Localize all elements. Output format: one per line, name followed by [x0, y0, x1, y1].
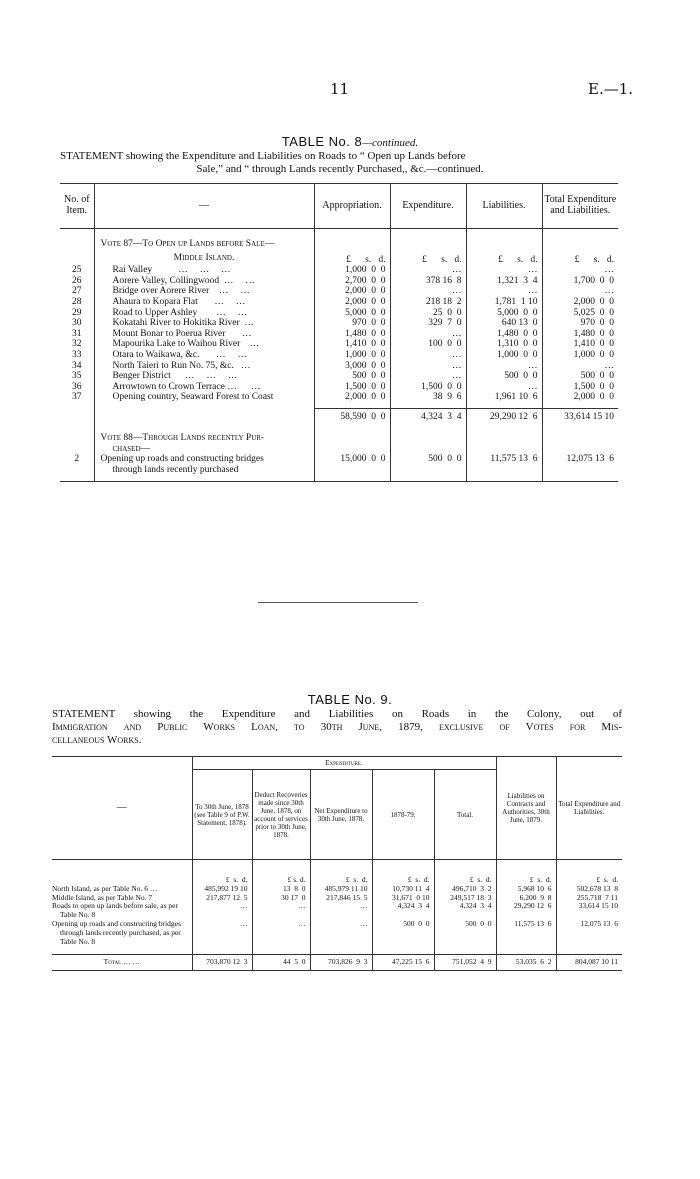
table8-header-row — [60, 184, 618, 229]
table8-item-row — [60, 318, 618, 329]
total-value: 2,000 0 0 — [542, 392, 618, 403]
table9-statement-line2: Immigration and Public Works Loan, to 30th June, 1879, exclusive of Votes for Mis- — [52, 721, 622, 733]
t9-row-value: 33,614 15 10 — [556, 902, 622, 920]
table8-subtotal-values — [60, 409, 618, 423]
t9-row-value: 5,968 10 6 — [496, 885, 556, 894]
expenditure-value: 100 0 0 — [390, 339, 466, 350]
t9-row-value: … — [252, 902, 310, 920]
t9-row-value: … — [192, 920, 252, 946]
t9-total-value: 703,826 9 3 — [310, 955, 372, 971]
t9-row-value: … — [310, 920, 372, 946]
expenditure-value: … — [390, 329, 466, 340]
t9-col-1878-79-header: 1878-79. — [372, 770, 434, 860]
item-description: Kokatahi River to Hokitika River … — [94, 318, 314, 329]
expenditure-value: 500 0 0 — [390, 454, 466, 465]
liabilities-value: 5,000 0 0 — [466, 308, 542, 319]
subtotal-appropriation: 58,590 0 0 — [314, 409, 390, 423]
expenditure-value: 218 18 2 — [390, 297, 466, 308]
t9-row-value: 249,517 18 3 — [434, 894, 496, 903]
t9-currency-header: £ s. d. — [372, 876, 434, 885]
item-description: Bridge over Aorere River … … — [94, 286, 314, 297]
col-desc-header: — — [94, 184, 314, 229]
item-description: Benger District … … … — [94, 371, 314, 382]
vote88-heading-row — [60, 433, 618, 444]
col-total-header: Total Expenditure and Liabilities. — [542, 184, 618, 229]
table8-item-row — [60, 329, 618, 340]
section-divider — [258, 602, 418, 603]
t9-total-value: 53,035 6 2 — [496, 955, 556, 971]
vote87-heading: Vote 87—To Open up Lands before Sale— — [94, 239, 314, 250]
liabilities-value: … — [466, 361, 542, 372]
table9-row — [52, 902, 622, 920]
document-reference: E.—1. — [588, 80, 634, 98]
t9-currency-header: £ s. d. — [252, 876, 310, 885]
t9-col-recoveries-header: Deduct Recoveries made since 30th June, 1878, on account of services prior to 30th June, 1878. — [252, 770, 310, 860]
col-appropriation-header: Appropriation. — [314, 184, 390, 229]
subtotal-liabilities: 29,290 12 6 — [466, 409, 542, 423]
appropriation-value: 2,700 0 0 — [314, 276, 390, 287]
t9-row-value: 4,324 3 4 — [434, 902, 496, 920]
table8-item-row — [60, 276, 618, 287]
t9-total-value: 751,052 4 9 — [434, 955, 496, 971]
appropriation-value: 1,410 0 0 — [314, 339, 390, 350]
liabilities-value: … — [466, 265, 542, 276]
t9-col-to-1878-header: To 30th June, 1878 (see Table 9 of P.W. Statement, 1878). — [192, 770, 252, 860]
item-description: Aorere Valley, Collingwood … … — [94, 276, 314, 287]
t9-row-value: 13 8 0 — [252, 885, 310, 894]
appropriation-value: 2,000 0 0 — [314, 286, 390, 297]
t9-row-value: 502,678 13 8 — [556, 885, 622, 894]
item-description: Rai Valley … … … — [94, 265, 314, 276]
item-number: 2 — [74, 454, 80, 465]
table9-statement-line3: cellaneous Works. — [52, 734, 142, 746]
t9-row-value: 496,710 3 2 — [434, 885, 496, 894]
table8-item-row — [60, 286, 618, 297]
vote88-row — [60, 454, 618, 465]
table9-row — [52, 920, 622, 946]
appropriation-value: 1,000 0 0 — [314, 350, 390, 361]
t9-row-value: 11,575 13 6 — [496, 920, 556, 946]
total-value: 1,410 0 0 — [542, 339, 618, 350]
col-liabilities-header: Liabilities. — [466, 184, 542, 229]
item-number: 30 — [72, 318, 82, 329]
currency-header: £ s. d. — [466, 250, 542, 266]
t9-total-value: 44 5 0 — [252, 955, 310, 971]
total-value: … — [542, 361, 618, 372]
table8-item-row — [60, 265, 618, 276]
item-number: 26 — [72, 275, 82, 286]
t9-total-value: 804,087 10 11 — [556, 955, 622, 971]
liabilities-value: 1,000 0 0 — [466, 350, 542, 361]
item-number: 29 — [72, 307, 82, 318]
appropriation-value: 15,000 0 0 — [314, 454, 390, 465]
t9-currency-header: £ s. d. — [192, 876, 252, 885]
expenditure-value: … — [390, 265, 466, 276]
liabilities-value: 640 13 0 — [466, 318, 542, 329]
t9-row-value: … — [252, 920, 310, 946]
liabilities-value: 1,310 0 0 — [466, 339, 542, 350]
t9-row-value: 6,200 9 8 — [496, 894, 556, 903]
total-value: 970 0 0 — [542, 318, 618, 329]
total-value: 500 0 0 — [542, 371, 618, 382]
liabilities-value: 500 0 0 — [466, 371, 542, 382]
t9-total-value: 47,225 15 6 — [372, 955, 434, 971]
vote88-heading-cont: chased— — [94, 444, 314, 455]
total-value: 12,075 13 6 — [542, 454, 618, 465]
table8-title-main: TABLE No. 8 — [281, 134, 363, 149]
table8-item-row — [60, 350, 618, 361]
appropriation-value: 970 0 0 — [314, 318, 390, 329]
liabilities-value: 1,961 10 6 — [466, 392, 542, 403]
liabilities-value: … — [466, 382, 542, 393]
subtotal-total: 33,614 15 10 — [542, 409, 618, 423]
liabilities-value: 1,480 0 0 — [466, 329, 542, 340]
t9-row-description: Opening up roads and constructing bridges through lands recently purchased, as per Table No. 8 — [52, 918, 181, 946]
item-description: Mount Bonar to Poerua River … — [94, 329, 314, 340]
t9-row-value: 31,671 0 10 — [372, 894, 434, 903]
currency-header: £ s. d. — [390, 250, 466, 266]
expenditure-value: 25 0 0 — [390, 308, 466, 319]
appropriation-value: 5,000 0 0 — [314, 308, 390, 319]
t9-row-description: Roads to open up lands before sale, as per Table No. 8 — [52, 901, 179, 920]
t9-col-liabilities-header: Liabilities on Contracts and Authorities, 30th June, 1879. — [496, 757, 556, 860]
page-number: 11 — [330, 80, 350, 98]
total-value: 5,025 0 0 — [542, 308, 618, 319]
table8-title — [0, 134, 700, 149]
expenditure-value: … — [390, 350, 466, 361]
item-description: Mapourika Lake to Waihou River … — [94, 339, 314, 350]
table8-item-row — [60, 339, 618, 350]
item-description: Arrowtown to Crown Terrace … … — [94, 382, 314, 393]
item-number: 33 — [72, 349, 82, 360]
t9-total-label: Total … … — [52, 955, 192, 971]
liabilities-value: 11,575 13 6 — [466, 454, 542, 465]
item-number: 28 — [72, 296, 82, 307]
item-number: 37 — [72, 392, 82, 403]
t9-row-value: 255,718 7 11 — [556, 894, 622, 903]
item-description: Road to Upper Ashley … … — [94, 308, 314, 319]
item-description: Opening up roads and constructing bridges — [94, 454, 314, 465]
table8-item-row — [60, 371, 618, 382]
t9-row-value: … — [192, 902, 252, 920]
table8-statement-line1: STATEMENT showing the Expenditure and Liabilities on Roads to “ Open up Lands before — [60, 150, 466, 162]
subtotal-expenditure: 4,324 3 4 — [390, 409, 466, 423]
t9-row-value: 10,730 11 4 — [372, 885, 434, 894]
vote87-subheading: Middle Island. — [94, 250, 314, 266]
appropriation-value: 500 0 0 — [314, 371, 390, 382]
t9-row-value: 485,979 11 10 — [310, 885, 372, 894]
t9-row-value: 485,992 19 10 — [192, 885, 252, 894]
t9-currency-header: £ s. d. — [496, 876, 556, 885]
expenditure-value: … — [390, 371, 466, 382]
item-description: Ahaura to Kopara Flat … … — [94, 297, 314, 308]
appropriation-value: 1,500 0 0 — [314, 382, 390, 393]
expenditure-value: … — [390, 361, 466, 372]
item-description-cont: through lands recently purchased — [94, 465, 314, 482]
t9-col-net-header: Net Expenditure to 30th June, 1878. — [310, 770, 372, 860]
total-value: 1,700 0 0 — [542, 276, 618, 287]
table8-item-row — [60, 361, 618, 372]
liabilities-value: 1,781 1 10 — [466, 297, 542, 308]
expenditure-value: 378 16 8 — [390, 276, 466, 287]
t9-currency-header: £ s. d. — [310, 876, 372, 885]
total-value: 2,000 0 0 — [542, 297, 618, 308]
t9-row-value: 29,290 12 6 — [496, 902, 556, 920]
t9-col-total-exp-header: Total. — [434, 770, 496, 860]
total-value: 1,000 0 0 — [542, 350, 618, 361]
item-description: Otara to Waikawa, &c. … … — [94, 350, 314, 361]
t9-row-value: … — [310, 902, 372, 920]
total-value: … — [542, 265, 618, 276]
expenditure-value: 329 7 0 — [390, 318, 466, 329]
t9-total-row — [52, 955, 622, 971]
item-number: 31 — [72, 328, 82, 339]
item-number: 27 — [72, 286, 82, 297]
t9-total-value: 703,870 12 3 — [192, 955, 252, 971]
t9-row-value: 500 0 0 — [372, 920, 434, 946]
appropriation-value: 1,480 0 0 — [314, 329, 390, 340]
table8-statement-line2: Sale,” and “ through Lands recently Purchased,, &c.—continued. — [196, 163, 484, 175]
currency-header: £ s. d. — [314, 250, 390, 266]
col-expenditure-header: Expenditure. — [390, 184, 466, 229]
vote87-subheading-row — [60, 250, 618, 266]
total-value: 1,480 0 0 — [542, 329, 618, 340]
table8-item-row — [60, 308, 618, 319]
table8 — [60, 183, 618, 482]
item-number: 36 — [72, 381, 82, 392]
appropriation-value: 2,000 0 0 — [314, 297, 390, 308]
appropriation-value: 1,000 0 0 — [314, 265, 390, 276]
table9-title: TABLE No. 9. — [307, 692, 393, 707]
t9-row-value: 217,846 15 5 — [310, 894, 372, 903]
t9-row-value: 12,075 13 6 — [556, 920, 622, 946]
t9-row-description: North Island, as per Table No. 6 … — [52, 883, 158, 893]
table8-title-continued: —continued. — [362, 137, 419, 149]
item-number: 35 — [72, 371, 82, 382]
liabilities-value: … — [466, 286, 542, 297]
table8-item-row — [60, 297, 618, 308]
t9-col-desc-header: — — [52, 757, 192, 860]
total-value: 1,500 0 0 — [542, 382, 618, 393]
expenditure-value: 1,500 0 0 — [390, 382, 466, 393]
appropriation-value: 3,000 0 0 — [314, 361, 390, 372]
currency-header: £ s. d. — [542, 250, 618, 266]
t9-row-value: 217,877 12 5 — [192, 894, 252, 903]
liabilities-value: 1,321 3 4 — [466, 276, 542, 287]
item-description: North Taieri to Run No. 75, &c. … — [94, 361, 314, 372]
t9-row-description: Middle Island, as per Table No. 7 — [52, 892, 153, 902]
expenditure-value: 38 9 6 — [390, 392, 466, 403]
t9-row-value: 500 0 0 — [434, 920, 496, 946]
t9-row-value: 4,324 3 4 — [372, 902, 434, 920]
table8-item-row — [60, 392, 618, 403]
col-item-header: No. of Item. — [60, 184, 94, 229]
vote88-heading: Vote 88—Through Lands recently Pur- — [94, 433, 314, 444]
vote87-heading-row — [60, 239, 618, 250]
total-value: … — [542, 286, 618, 297]
item-number: 25 — [72, 265, 82, 276]
t9-expenditure-group-header: Expenditure. — [192, 757, 496, 770]
table9 — [52, 756, 622, 971]
t9-currency-header: £ s. d. — [556, 876, 622, 885]
t9-col-total-header: Total Expenditure and Liabilities. — [556, 757, 622, 860]
t9-currency-header: £ s. d. — [434, 876, 496, 885]
table8-item-row — [60, 382, 618, 393]
appropriation-value: 2,000 0 0 — [314, 392, 390, 403]
item-number: 32 — [72, 339, 82, 350]
t9-row-value: 30 17 0 — [252, 894, 310, 903]
item-description: Opening country, Seaward Forest to Coast — [94, 392, 314, 403]
table9-statement-line1: STATEMENT showing the Expenditure and Liabilities on Roads in the Colony, out of — [52, 708, 622, 720]
expenditure-value: … — [390, 286, 466, 297]
item-number: 34 — [72, 360, 82, 371]
